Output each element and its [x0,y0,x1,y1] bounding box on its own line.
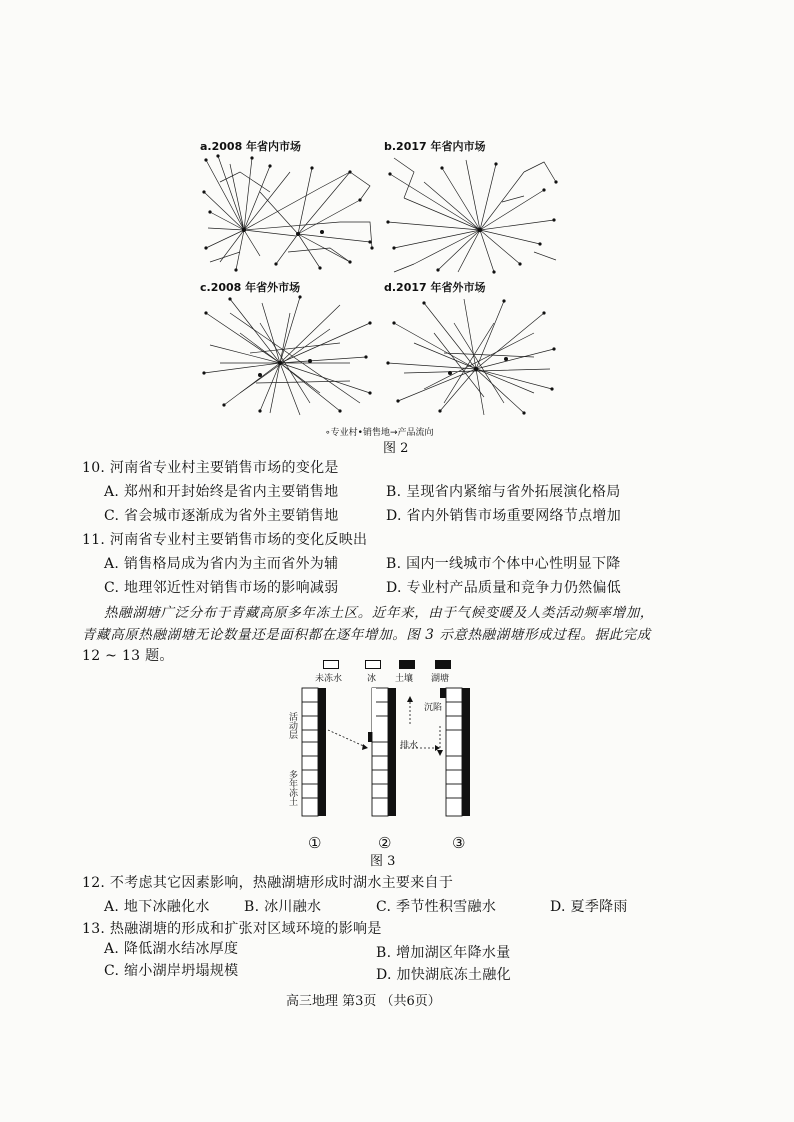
panel-d-title: d.2017 年省外市场 [384,281,486,294]
question-13-stem: 13. 热融湖塘的形成和扩张对区域环境的影响是 [82,921,382,937]
passage-line-3: 12 ~ 13 题。 [82,648,174,664]
panel-b-title: b.2017 年省内市场 [384,140,486,153]
figure2-legend: ∘专业村•销售地→产品流向 [325,428,434,438]
label-active-layer: 活动层 [287,712,297,739]
question-11-option-b[interactable]: B. 国内一线城市个体中心性明显下降 [386,556,621,572]
question-13-option-b[interactable]: B. 增加湖区年降水量 [376,945,511,961]
legend-soil-label: 土壤 [395,674,414,684]
network-panel-d [384,293,560,417]
question-11-stem: 11. 河南省专业村主要销售市场的变化反映出 [82,532,368,548]
fig3-legend [315,660,465,686]
question-12-option-a[interactable]: A. 地下冰融化水 [104,899,210,915]
passage-line-1: 热融湖塘广泛分布于青藏高原多年冻土区。近年来，由于气候变暖及人类活动频率增加， [104,605,654,621]
question-12-option-d[interactable]: D. 夏季降雨 [550,899,628,915]
label-subside: 沉陷 [424,703,443,713]
fig3-diagram [280,686,480,836]
legend-unfrozen-water-swatch [323,660,339,669]
page-footer: 高三地理 第3页 （共6页） [286,994,441,1009]
panel-c-title: c.2008 年省外市场 [200,281,301,294]
label-drain: 排水 [400,741,419,751]
question-13-option-c[interactable]: C. 缩小湖岸坍塌规模 [104,963,239,979]
legend-soil-swatch [399,660,415,669]
stage-1-marker: ① [308,834,322,852]
legend-lake-swatch [435,660,451,669]
figure3-caption: 图 3 [370,854,396,869]
network-panel-c [200,293,376,417]
legend-ice-swatch [365,660,381,669]
question-10-stem: 10. 河南省专业村主要销售市场的变化是 [82,460,339,476]
question-10-option-b[interactable]: B. 呈现省内紧缩与省外拓展演化格局 [386,484,621,500]
passage-line-2: 青藏高原热融湖塘无论数量还是面积都在逐年增加。图 3 示意热融湖塘形成过程。据此完成 [82,627,651,643]
stage-2-marker: ② [378,834,392,852]
question-10-option-c[interactable]: C. 省会城市逐渐成为省外主要销售地 [104,508,339,524]
label-permafrost: 多年冻土 [287,770,297,806]
question-10-option-a[interactable]: A. 郑州和开封始终是省内主要销售地 [104,484,339,500]
legend-ice-label: 冰 [367,674,377,684]
legend-unfrozen-water-label: 未冻水 [315,674,343,684]
question-12-option-c[interactable]: C. 季节性积雪融水 [376,899,497,915]
question-10-option-d[interactable]: D. 省内外销售市场重要网络节点增加 [386,508,622,524]
legend-lake-label: 湖塘 [431,674,450,684]
question-13-option-d[interactable]: D. 加快湖底冻土融化 [376,967,511,983]
question-11-option-c[interactable]: C. 地理邻近性对销售市场的影响减弱 [104,580,339,596]
network-panel-a [200,152,376,276]
question-11-option-d[interactable]: D. 专业村产品质量和竞争力仍然偏低 [386,580,622,596]
stage-3-marker: ③ [452,834,466,852]
panel-a-title: a.2008 年省内市场 [200,140,302,153]
question-12-option-b[interactable]: B. 冰川融水 [244,899,322,915]
question-12-stem: 12. 不考虑其它因素影响，热融湖塘形成时湖水主要来自于 [82,875,454,891]
question-13-option-a[interactable]: A. 降低湖水结冰厚度 [104,941,239,957]
network-panel-b [384,152,560,276]
figure2-caption: 图 2 [383,441,409,456]
question-11-option-a[interactable]: A. 销售格局成为省内为主而省外为辅 [104,556,339,572]
